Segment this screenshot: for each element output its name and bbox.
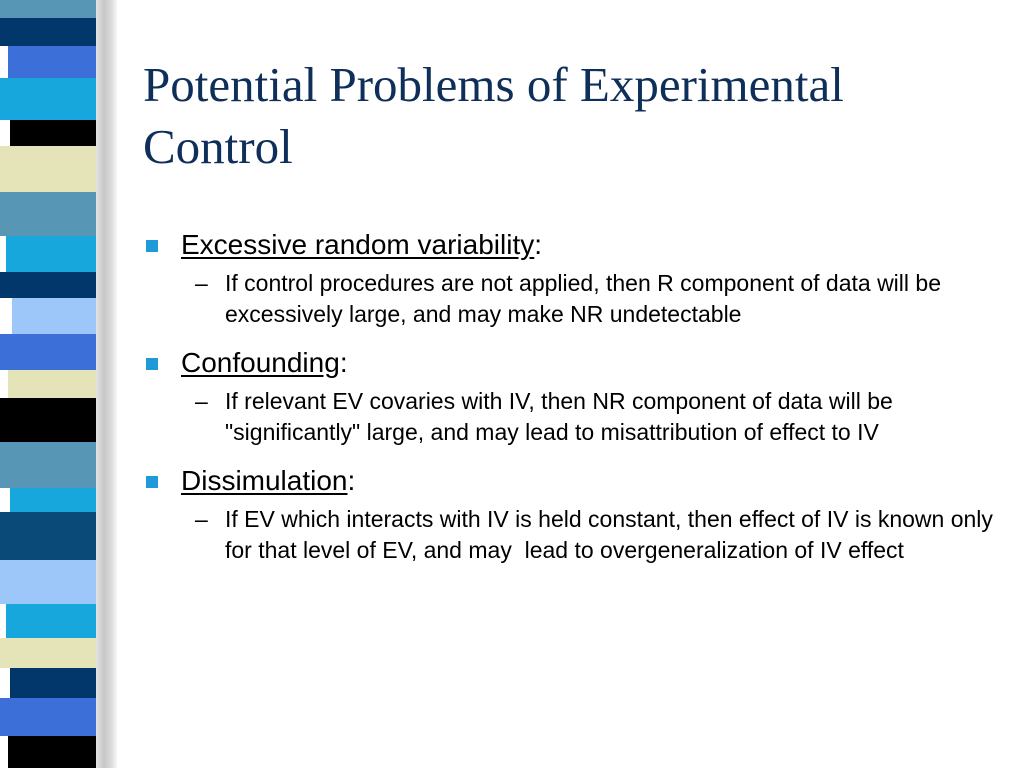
strip-block [8, 370, 96, 398]
strip-block [0, 192, 96, 236]
bullet-heading [181, 458, 995, 504]
strip-block [0, 560, 96, 604]
bullet-heading-text: Dissimulation [181, 465, 348, 496]
strip-block [12, 298, 96, 334]
strip-block [10, 488, 96, 512]
strip-block [6, 236, 96, 272]
bullet-item-excessive-random-variability [145, 222, 995, 330]
strip-block [0, 334, 96, 370]
dash-bullet-icon: – [195, 388, 208, 414]
strip-block [0, 638, 96, 668]
bullet-item-confounding [145, 340, 995, 448]
strip-block [0, 698, 96, 736]
sub-bullet-item [181, 386, 995, 448]
strip-block [10, 120, 96, 146]
slide-title: Potential Problems of Experimental Control [143, 57, 844, 174]
strip-block [0, 398, 96, 442]
sub-bullet-item [181, 504, 1000, 566]
sub-bullet-text: If relevant EV covaries with IV, then NR component of data will be "significantly" large, and may lead to misattribution of effect to IV [225, 388, 900, 445]
sub-bullet-item [181, 268, 995, 330]
bullet-heading-suffix: : [347, 465, 356, 496]
bullet-heading-text: Excessive random variability [181, 229, 535, 260]
bullet-list [145, 222, 1000, 576]
strip-block [0, 512, 96, 560]
bullet-heading [181, 222, 995, 268]
strip-block [0, 442, 96, 488]
square-bullet-icon [146, 358, 158, 370]
strip-block [8, 736, 96, 768]
sub-bullet-text: If control procedures are not applied, then R component of data will be excessively large, and may make NR undetectable [225, 270, 948, 327]
square-bullet-icon [146, 476, 158, 488]
bullet-heading-text: Confounding [181, 347, 340, 378]
strip-block [0, 18, 96, 46]
strip-block [6, 604, 96, 638]
strip-block [8, 46, 96, 78]
square-bullet-icon [146, 240, 158, 252]
bullet-heading-suffix: : [534, 229, 543, 260]
dash-bullet-icon: – [195, 506, 208, 532]
bullet-heading [181, 340, 995, 386]
bullet-heading-suffix: : [339, 347, 348, 378]
strip-block [0, 272, 96, 298]
strip-block [0, 146, 96, 192]
strip-block [0, 78, 96, 120]
sub-bullet-text: If EV which interacts with IV is held constant, then effect of IV is known only for that level of EV, and may lead to overgeneralization of IV effect [225, 506, 1000, 563]
strip-block [10, 668, 96, 698]
strip-block [0, 0, 96, 18]
decorative-color-strip [0, 0, 96, 768]
dash-bullet-icon: – [195, 270, 208, 296]
bullet-item-dissimulation [145, 458, 1000, 566]
